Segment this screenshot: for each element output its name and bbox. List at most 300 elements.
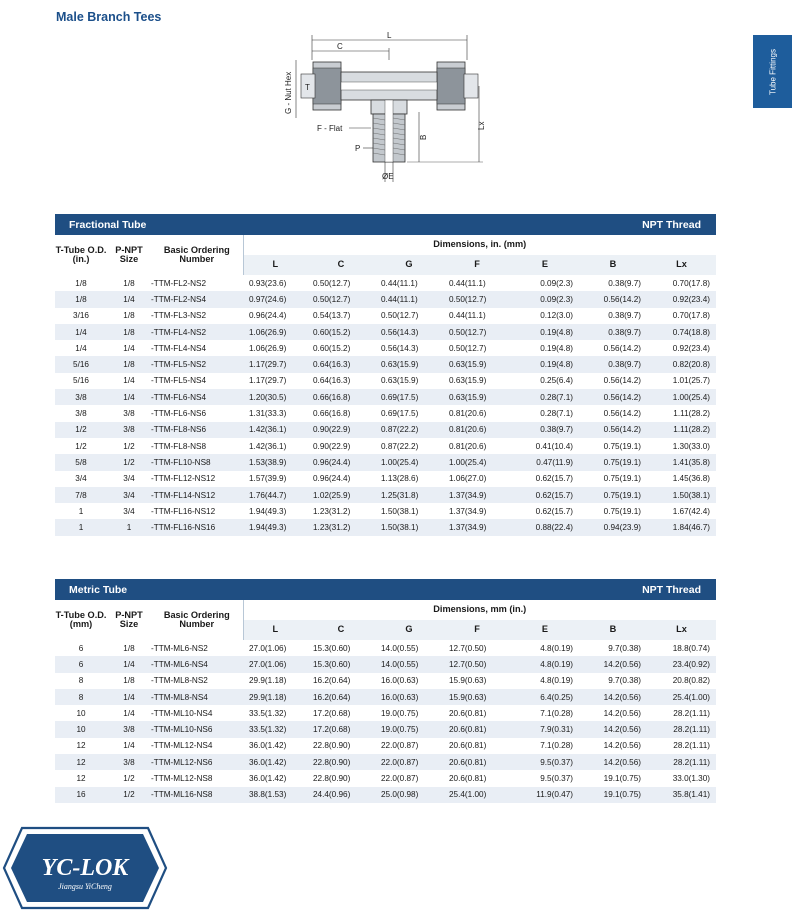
table-cell: 19.1(0.75)	[579, 787, 647, 803]
table-cell: 1/4	[55, 324, 107, 340]
metric-table-title: Metric Tube	[69, 583, 128, 596]
table-cell: 0.70(17.8)	[672, 311, 711, 321]
metric-table	[55, 600, 716, 803]
table-row	[55, 487, 716, 503]
page-title: Male Branch Tees	[56, 10, 162, 24]
table-row	[55, 721, 716, 737]
table-cell: 16	[55, 787, 107, 803]
table-row	[55, 519, 716, 535]
table-row	[55, 405, 716, 421]
table-cell: 1/4	[107, 656, 151, 672]
table-cell: 0.66(16.8)	[307, 389, 375, 405]
table-cell: 33.5(1.32)	[243, 721, 307, 737]
table-cell: 0.38(9.7)	[608, 311, 641, 321]
table-cell: -TTM-ML8-NS4	[151, 689, 243, 705]
table-cell: 0.38(9.7)	[511, 422, 579, 438]
table-cell: 20.6(0.81)	[449, 774, 487, 784]
table-cell: 25.4(1.00)	[443, 787, 511, 803]
table-cell: 0.97(24.6)	[243, 291, 307, 307]
table-cell: 0.44(11.1)	[449, 278, 486, 288]
col-B: B	[579, 620, 647, 640]
table-cell: 0.69(17.5)	[381, 409, 419, 419]
table-cell: 14.2(0.56)	[579, 689, 647, 705]
table-cell: 1.17(29.7)	[243, 356, 307, 372]
col-Lx: Lx	[647, 255, 716, 275]
fractional-table-title: Fractional Tube	[69, 218, 147, 231]
table-cell: 29.9(1.18)	[243, 689, 307, 705]
dim-P-label: P	[355, 144, 361, 153]
table-row	[55, 754, 716, 770]
table-cell: 1.41(35.8)	[647, 454, 716, 470]
table-cell: 3/4	[107, 487, 151, 503]
table-cell: 0.94(23.9)	[579, 519, 647, 535]
table-cell: 1.02(25.9)	[307, 487, 375, 503]
col-E: E	[511, 255, 579, 275]
table-cell: 36.0(1.42)	[249, 774, 287, 784]
table-cell: 14.2(0.56)	[579, 754, 647, 770]
table-cell: 0.56(14.2)	[603, 409, 641, 419]
table-cell: -TTM-ML8-NS2	[151, 676, 208, 686]
col-Lx: Lx	[647, 620, 716, 640]
table-cell: 22.0(0.87)	[381, 741, 419, 751]
table-cell: -TTM-FL8-NS6	[151, 422, 243, 438]
dim-Lx-label: Lx	[477, 121, 486, 130]
table-row	[55, 689, 716, 705]
table-cell: 7.9(0.31)	[511, 721, 579, 737]
table-cell: 19.1(0.75)	[603, 774, 641, 784]
table-cell: -TTM-ML16-NS8	[151, 787, 243, 803]
col-dimensions: Dimensions, in. (mm)	[243, 235, 716, 255]
table-cell: 5/8	[55, 454, 107, 470]
metric-thread-label: NPT Thread	[642, 583, 701, 596]
table-cell: 1.17(29.7)	[249, 376, 287, 386]
table-cell: 6.4(0.25)	[511, 689, 579, 705]
table-cell: 0.47(11.9)	[511, 454, 579, 470]
col-C: C	[307, 255, 375, 275]
table-cell: 0.63(15.9)	[375, 356, 443, 372]
table-cell: 0.56(14.2)	[579, 389, 647, 405]
table-cell: 5/16	[73, 376, 89, 386]
table-cell: 0.38(9.7)	[608, 278, 641, 288]
table-cell: 1.50(38.1)	[381, 506, 419, 516]
table-cell: 8	[55, 689, 107, 705]
table-cell: -TTM-FL6-NS4	[151, 389, 243, 405]
table-cell: 1.00(25.4)	[647, 389, 716, 405]
table-cell: 33.5(1.32)	[249, 708, 287, 718]
table-cell: 1/8	[55, 291, 107, 307]
table-cell: 4.8(0.19)	[540, 676, 573, 686]
table-cell: 19.0(0.75)	[375, 721, 443, 737]
table-cell: 20.8(0.82)	[672, 676, 711, 686]
table-cell: 1/2	[107, 454, 151, 470]
table-cell: 17.2(0.68)	[307, 721, 375, 737]
table-cell: 25.4(1.00)	[647, 689, 716, 705]
table-cell: 1/4	[123, 741, 135, 751]
table-cell: 0.69(17.5)	[375, 389, 443, 405]
table-cell: 0.19(4.8)	[540, 343, 573, 353]
table-cell: -TTM-ML12-NS4	[151, 741, 213, 751]
table-cell: 0.62(15.7)	[511, 487, 579, 503]
table-cell: 24.4(0.96)	[307, 787, 375, 803]
table-cell: 0.44(11.1)	[375, 291, 443, 307]
table-cell: 3/16	[73, 311, 89, 321]
table-cell: 28.2(1.11)	[647, 754, 716, 770]
table-cell: -TTM-FL14-NS12	[151, 487, 243, 503]
table-cell: -TTM-FL16-NS16	[151, 519, 243, 535]
table-cell: 22.8(0.90)	[313, 741, 351, 751]
dim-C-label: C	[337, 42, 343, 51]
table-row	[55, 503, 716, 519]
table-cell: 28.2(1.11)	[673, 708, 711, 718]
table-cell: 0.56(14.2)	[579, 422, 647, 438]
table-cell: 0.28(7.1)	[511, 389, 579, 405]
table-cell: 0.63(15.9)	[443, 389, 511, 405]
table-cell: 0.88(22.4)	[511, 519, 579, 535]
fractional-table-header	[55, 214, 716, 235]
table-cell: 1/2	[75, 441, 87, 451]
table-cell: 1.94(49.3)	[243, 519, 307, 535]
tee-diagram	[279, 30, 499, 185]
table-cell: 14.2(0.56)	[603, 741, 641, 751]
table-cell: 1.57(39.9)	[249, 474, 287, 484]
table-cell: 0.75(19.1)	[603, 506, 641, 516]
table-cell: 22.8(0.90)	[313, 774, 351, 784]
table-cell: 1.37(34.9)	[443, 487, 511, 503]
table-cell: 1.06(26.9)	[249, 343, 287, 353]
table-cell: 1/8	[107, 356, 151, 372]
table-cell: 35.8(1.41)	[647, 787, 716, 803]
table-cell: 0.75(19.1)	[603, 474, 641, 484]
table-cell: 0.50(12.7)	[443, 291, 511, 307]
side-tab-label: Tube Fittings	[768, 48, 777, 95]
table-cell: -TTM-FL12-NS12	[151, 474, 216, 484]
table-cell: 5/16	[55, 356, 107, 372]
table-cell: -TTM-ML12-NS8	[151, 774, 213, 784]
table-row	[55, 438, 716, 454]
table-cell: 10	[55, 721, 107, 737]
table-cell: 1.42(36.1)	[249, 441, 287, 451]
col-ordering-number: Basic Ordering Number	[151, 600, 243, 640]
table-row	[55, 471, 716, 487]
table-cell: 3/8	[107, 721, 151, 737]
table-cell: 22.0(0.87)	[375, 754, 443, 770]
table-cell: 0.87(22.2)	[381, 441, 419, 451]
table-row	[55, 356, 716, 372]
table-cell: 0.19(4.8)	[511, 356, 579, 372]
table-cell: 1.53(38.9)	[243, 454, 307, 470]
table-row	[55, 291, 716, 307]
table-cell: 0.56(14.2)	[603, 376, 641, 386]
table-cell: 3/8	[107, 422, 151, 438]
table-cell: 0.81(20.6)	[449, 441, 487, 451]
table-cell: 0.75(19.1)	[603, 441, 641, 451]
table-cell: 1.50(38.1)	[647, 487, 716, 503]
table-cell: 12.7(0.50)	[449, 643, 487, 653]
table-cell: 0.64(16.3)	[313, 376, 351, 386]
table-cell: -TTM-FL10-NS8	[151, 454, 243, 470]
table-cell: 1.11(28.2)	[673, 409, 711, 419]
table-cell: 15.9(0.63)	[443, 689, 511, 705]
table-cell: 1/4	[123, 343, 135, 353]
fractional-table-body	[55, 275, 716, 536]
table-cell: 1.37(34.9)	[443, 519, 511, 535]
table-cell: 0.75(19.1)	[579, 487, 647, 503]
table-row	[55, 324, 716, 340]
table-cell: 0.60(15.2)	[313, 343, 351, 353]
table-cell: 0.50(12.7)	[381, 311, 419, 321]
table-cell: 0.44(11.1)	[449, 311, 486, 321]
col-tube-od: T-Tube O.D. (in.)	[55, 235, 107, 275]
col-npt-size: P-NPT Size	[107, 235, 151, 275]
table-cell: 12.7(0.50)	[443, 656, 511, 672]
table-cell: 27.0(1.06)	[249, 643, 287, 653]
table-cell: 12	[76, 774, 86, 784]
table-cell: 1/4	[107, 689, 151, 705]
table-cell: 0.62(15.7)	[535, 506, 573, 516]
table-cell: 16.2(0.64)	[313, 676, 351, 686]
table-row	[55, 705, 716, 721]
table-cell: 7/8	[55, 487, 107, 503]
table-cell: 18.8(0.74)	[672, 643, 711, 653]
table-cell: 1.45(36.8)	[672, 474, 711, 484]
table-cell: 1.31(33.3)	[249, 409, 287, 419]
table-cell: 15.3(0.60)	[307, 656, 375, 672]
table-cell: 1/4	[107, 291, 151, 307]
table-row	[55, 640, 716, 656]
table-cell: 0.50(12.7)	[307, 291, 375, 307]
table-cell: 22.0(0.87)	[381, 774, 419, 784]
table-cell: 14.2(0.56)	[579, 656, 647, 672]
table-cell: 15.3(0.60)	[313, 643, 351, 653]
table-cell: 1/8	[123, 311, 135, 321]
logo-brand: YC-LOK	[41, 855, 129, 881]
fractional-table	[55, 235, 716, 536]
table-cell: 0.56(14.2)	[579, 291, 647, 307]
table-cell: 0.12(3.0)	[540, 311, 573, 321]
table-cell: 0.81(20.6)	[449, 409, 487, 419]
table-cell: -TTM-FL2-NS4	[151, 291, 243, 307]
table-cell: 1.00(25.4)	[375, 454, 443, 470]
table-cell: -TTM-FL3-NS2	[151, 311, 207, 321]
table-cell: 14.2(0.56)	[579, 721, 647, 737]
table-cell: -TTM-FL6-NS6	[151, 409, 207, 419]
table-cell: 1/2	[55, 422, 107, 438]
table-cell: 1.06(26.9)	[243, 324, 307, 340]
table-cell: 0.74(18.8)	[647, 324, 716, 340]
table-cell: -TTM-FL5-NS4	[151, 376, 207, 386]
table-cell: 9.7(0.38)	[608, 643, 641, 653]
table-cell: 0.38(9.7)	[579, 356, 647, 372]
table-cell: 10	[76, 708, 86, 718]
table-cell: 1.11(28.2)	[647, 422, 716, 438]
table-cell: 0.75(19.1)	[579, 454, 647, 470]
table-cell: 11.9(0.47)	[511, 787, 579, 803]
table-cell: 0.62(15.7)	[535, 474, 573, 484]
table-cell: 1/4	[123, 376, 135, 386]
table-cell: 0.64(16.3)	[307, 356, 375, 372]
table-cell: 3/8	[75, 409, 87, 419]
col-L: L	[243, 255, 307, 275]
table-cell: 1.30(33.0)	[672, 441, 711, 451]
col-G: G	[375, 255, 443, 275]
table-cell: 1.67(42.4)	[672, 506, 711, 516]
table-cell: -TTM-FL5-NS2	[151, 356, 243, 372]
table-row	[55, 308, 716, 324]
table-cell: 0.63(15.9)	[381, 376, 419, 386]
table-cell: 0.66(16.8)	[313, 409, 351, 419]
table-cell: 7.1(0.28)	[540, 741, 573, 751]
yc-lok-logo	[0, 823, 170, 913]
table-cell: 0.50(12.7)	[443, 324, 511, 340]
table-cell: 0.70(17.8)	[672, 278, 711, 288]
table-cell: 0.63(15.9)	[443, 356, 511, 372]
table-cell: 1.06(27.0)	[449, 474, 487, 484]
table-cell: 20.6(0.81)	[449, 741, 487, 751]
table-row	[55, 275, 716, 291]
table-cell: 0.92(23.4)	[647, 291, 716, 307]
table-cell: 0.44(11.1)	[381, 278, 418, 288]
table-cell: 36.0(1.42)	[249, 741, 287, 751]
table-cell: -TTM-FL4-NS2	[151, 324, 243, 340]
dim-B-label: B	[419, 134, 428, 140]
table-cell: 0.87(22.2)	[375, 422, 443, 438]
table-cell: 0.56(14.3)	[375, 324, 443, 340]
col-F: F	[443, 255, 511, 275]
table-cell: 20.6(0.81)	[449, 708, 487, 718]
table-cell: 1/8	[123, 643, 135, 653]
table-cell: 0.60(15.2)	[307, 324, 375, 340]
table-cell: 1/8	[123, 278, 135, 288]
table-cell: 0.93(23.6)	[249, 278, 287, 288]
table-cell: 19.0(0.75)	[381, 708, 419, 718]
table-cell: 0.09(2.3)	[511, 291, 579, 307]
col-F: F	[443, 620, 511, 640]
table-cell: 0.50(12.7)	[313, 278, 351, 288]
table-cell: 6	[78, 643, 84, 653]
logo-subtitle: Jiangsu YiCheng	[58, 882, 112, 891]
table-cell: 4.8(0.19)	[511, 656, 579, 672]
table-cell: 12	[55, 754, 107, 770]
table-cell: 1.20(30.5)	[243, 389, 307, 405]
table-cell: 1.76(44.7)	[243, 487, 307, 503]
table-row	[55, 373, 716, 389]
table-cell: -TTM-ML10-NS6	[151, 721, 243, 737]
table-cell: 1	[55, 519, 107, 535]
table-cell: 0.19(4.8)	[511, 324, 579, 340]
table-cell: 17.2(0.68)	[313, 708, 351, 718]
table-cell: 1.50(38.1)	[375, 519, 443, 535]
table-cell: 38.8(1.53)	[243, 787, 307, 803]
table-cell: -TTM-FL8-NS8	[151, 441, 207, 451]
table-cell: 3/8	[55, 389, 107, 405]
table-cell: 0.25(6.4)	[540, 376, 573, 386]
table-cell: 1.42(36.1)	[243, 422, 307, 438]
table-cell: 0.41(10.4)	[535, 441, 573, 451]
table-cell: 14.0(0.55)	[375, 656, 443, 672]
table-cell: 14.2(0.56)	[603, 708, 641, 718]
table-cell: 1.00(25.4)	[443, 454, 511, 470]
table-cell: 6	[55, 656, 107, 672]
table-cell: 22.8(0.90)	[307, 754, 375, 770]
table-cell: 0.54(13.7)	[313, 311, 351, 321]
table-row	[55, 673, 716, 689]
table-cell: 7.1(0.28)	[540, 708, 573, 718]
table-cell: 1.23(31.2)	[313, 506, 351, 516]
table-cell: 36.0(1.42)	[243, 754, 307, 770]
table-cell: -TTM-ML12-NS6	[151, 754, 243, 770]
table-cell: 1	[78, 506, 84, 516]
table-cell: 0.56(14.3)	[381, 343, 419, 353]
table-cell: 16.2(0.64)	[307, 689, 375, 705]
table-cell: 20.6(0.81)	[443, 754, 511, 770]
table-cell: 0.96(24.4)	[249, 311, 287, 321]
table-cell: 16.0(0.63)	[375, 689, 443, 705]
table-cell: 3/8	[123, 409, 135, 419]
col-tube-od: T-Tube O.D. (mm)	[55, 600, 107, 640]
table-cell: 33.0(1.30)	[672, 774, 711, 784]
col-G: G	[375, 620, 443, 640]
table-cell: -TTM-ML6-NS4	[151, 656, 243, 672]
table-cell: 1/4	[75, 343, 87, 353]
table-cell: 3/4	[75, 474, 87, 484]
table-row	[55, 389, 716, 405]
table-cell: 20.6(0.81)	[443, 721, 511, 737]
col-ordering-number: Basic Ordering Number	[151, 235, 243, 275]
table-cell: 29.9(1.18)	[249, 676, 287, 686]
metric-table-block	[55, 579, 716, 803]
table-cell: -TTM-FL4-NS4	[151, 343, 207, 353]
table-cell: 8	[78, 676, 84, 686]
table-row	[55, 422, 716, 438]
table-cell: 0.56(14.2)	[603, 343, 641, 353]
table-cell: 1.37(34.9)	[449, 506, 487, 516]
table-cell: 4.8(0.19)	[540, 643, 573, 653]
col-L: L	[243, 620, 307, 640]
table-cell: 0.28(7.1)	[540, 409, 573, 419]
table-cell: 27.0(1.06)	[243, 656, 307, 672]
side-tab[interactable]	[753, 35, 792, 108]
table-row	[55, 738, 716, 754]
fractional-table-block	[55, 214, 716, 536]
col-B: B	[579, 255, 647, 275]
table-cell: 0.38(9.7)	[579, 324, 647, 340]
table-cell: 15.9(0.63)	[449, 676, 487, 686]
table-cell: 1.01(25.7)	[672, 376, 711, 386]
table-cell: 1/8	[123, 676, 135, 686]
metric-table-body	[55, 640, 716, 803]
dim-F-label: F - Flat	[317, 124, 343, 133]
table-cell: 25.0(0.98)	[375, 787, 443, 803]
table-cell: 0.82(20.8)	[647, 356, 716, 372]
table-cell: 1/8	[107, 324, 151, 340]
table-cell: 1.23(31.2)	[307, 519, 375, 535]
dim-L-label: L	[387, 31, 392, 40]
table-cell: 1.94(49.3)	[249, 506, 287, 516]
table-cell: 28.2(1.11)	[673, 741, 711, 751]
table-cell: 0.81(20.6)	[443, 422, 511, 438]
table-cell: 28.2(1.11)	[647, 721, 716, 737]
table-cell: 0.90(22.9)	[307, 422, 375, 438]
table-cell: 1.13(28.6)	[381, 474, 419, 484]
table-row	[55, 340, 716, 356]
table-cell: 16.0(0.63)	[381, 676, 419, 686]
dim-E-label: ØE	[382, 172, 394, 181]
table-cell: 0.63(15.9)	[449, 376, 487, 386]
table-cell: 0.09(2.3)	[540, 278, 573, 288]
table-cell: -TTM-ML10-NS4	[151, 708, 213, 718]
table-cell: 9.7(0.38)	[608, 676, 641, 686]
table-cell: 0.50(12.7)	[449, 343, 487, 353]
